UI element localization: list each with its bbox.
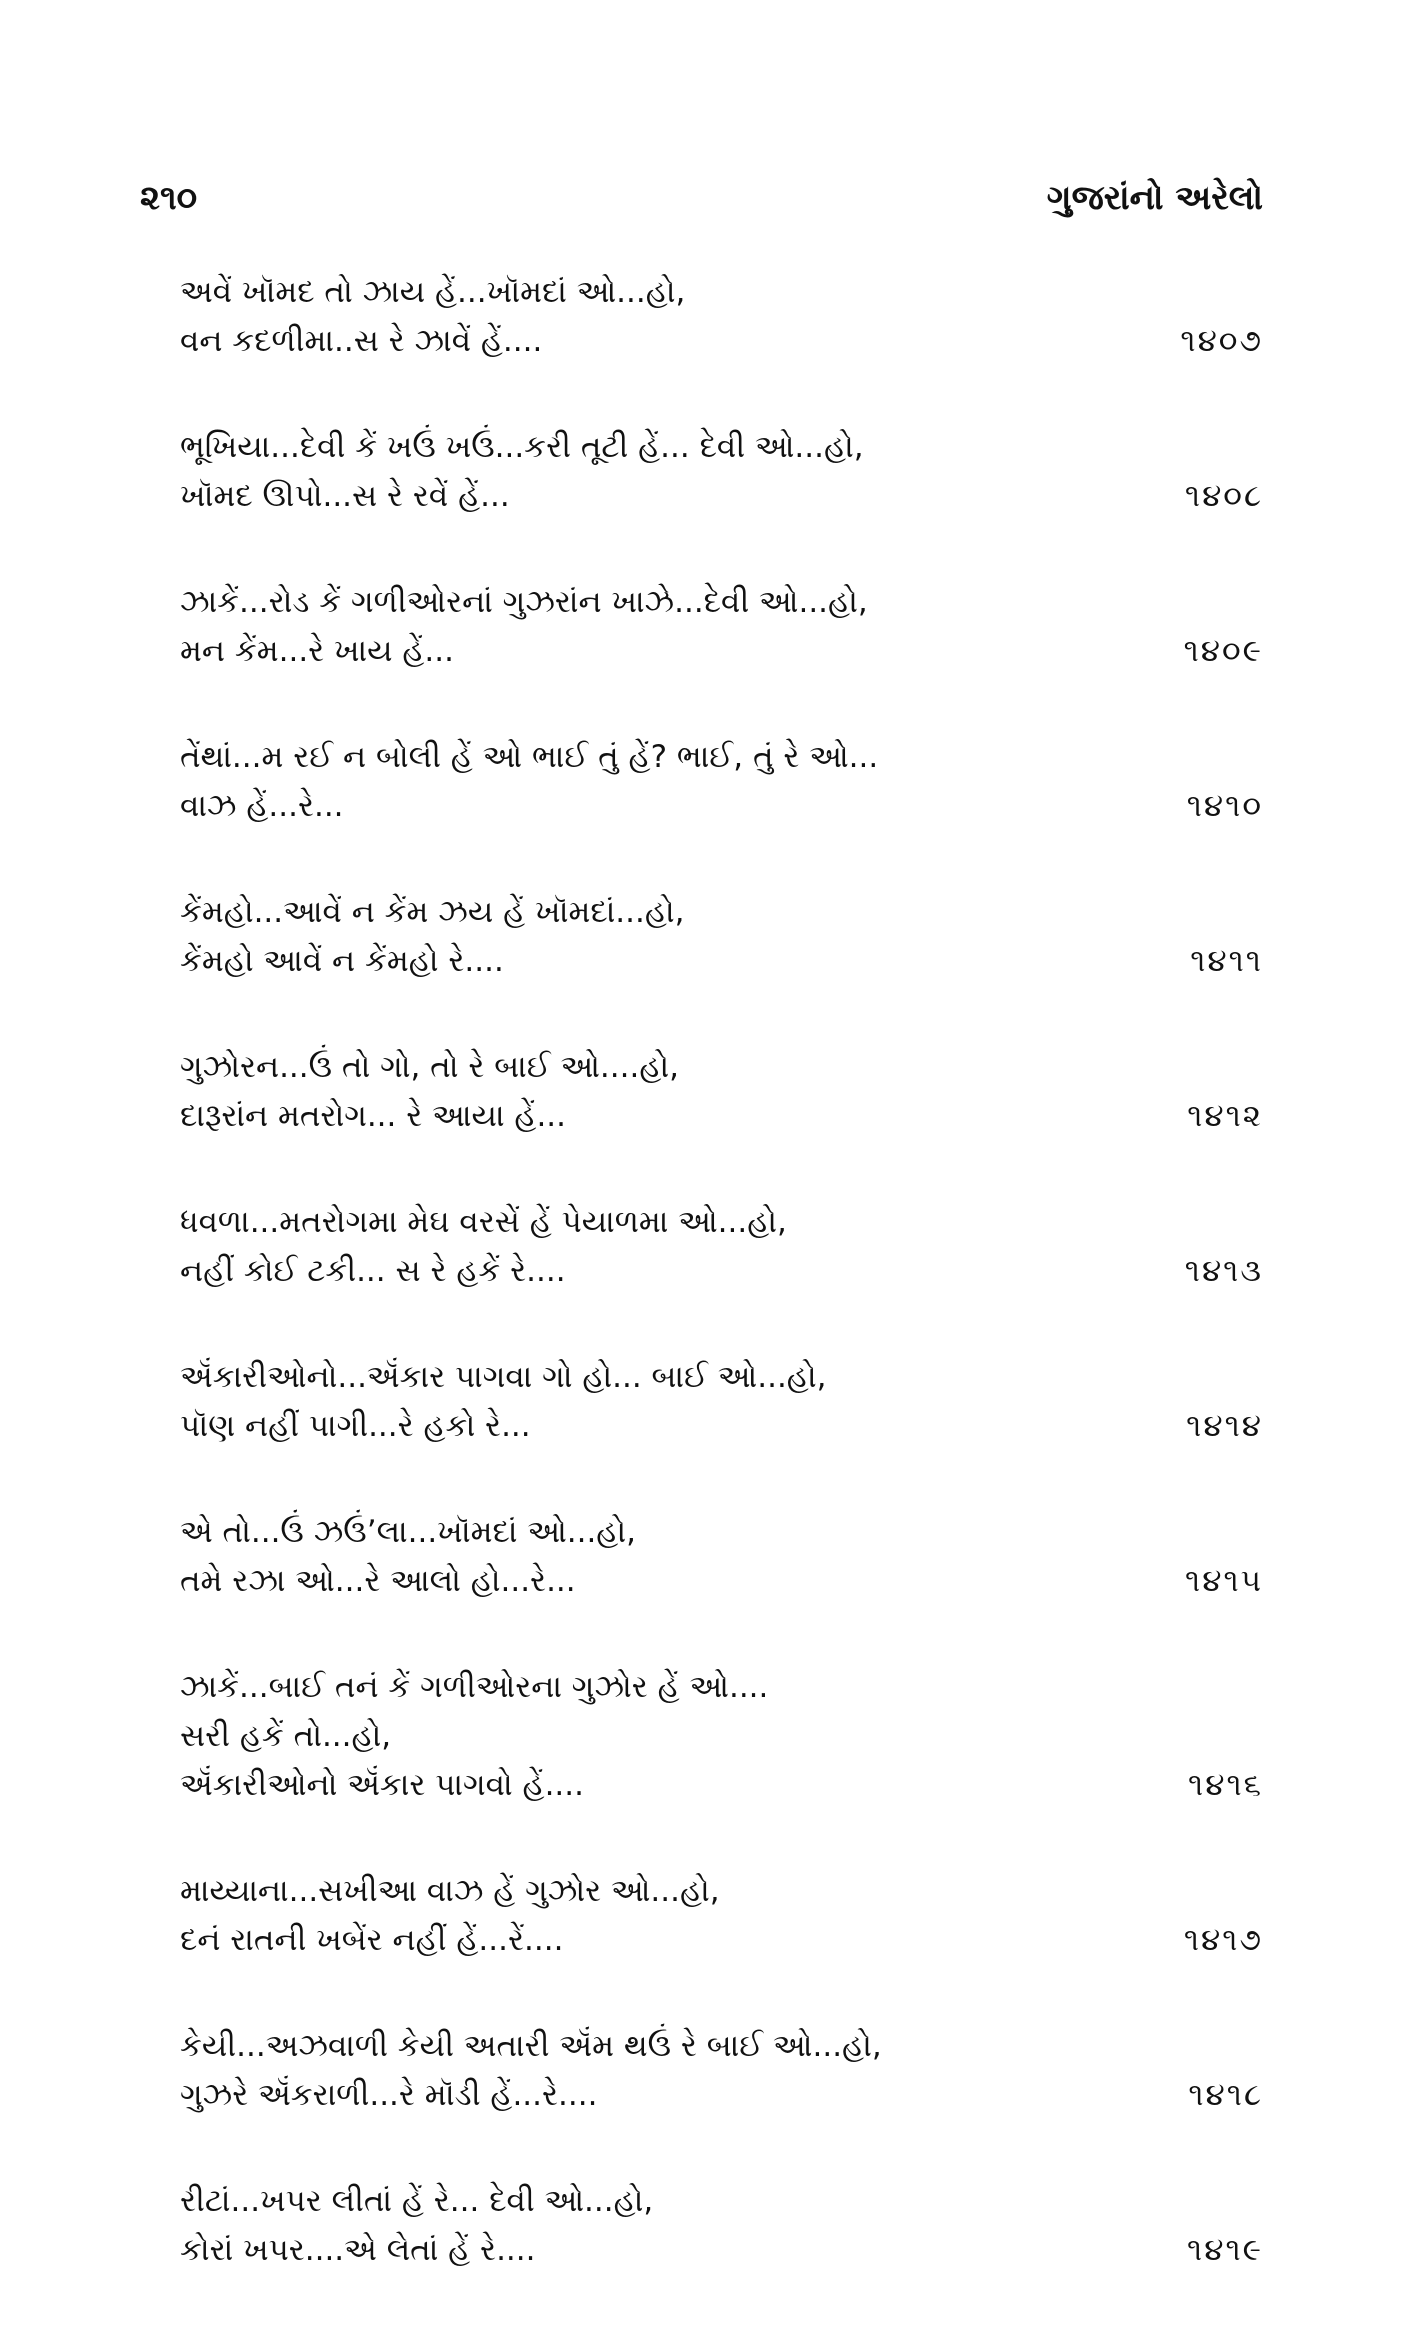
verse-stanza [180,733,1263,831]
verse-stanza [180,1198,1263,1296]
verse-line-text: મન કેંમ...રે ખાય હેં... [180,633,454,669]
verse-line-text: દારૂરાંન મતરોગ... રે આયા હેં... [180,1098,567,1134]
verse-line-text: ઝાકેં...બાઈ તનં કેં ગળીઓરના ગુઝોર હેં ઓ.... [180,1669,769,1705]
verse-stanza [180,578,1263,676]
verse-line-text: કેયી...અઝવાળી કેયી અતારી ઍંમ થઉં રે બાઈ ઓ...હો, [180,2028,882,2064]
verse-line [180,2177,1263,2226]
verse-line-text: ગુઝરે ઍંકરાળી...રે મૉડી હેં...રે.... [180,2077,598,2113]
verse-line [180,2226,1263,2275]
verse-line [180,2071,1263,2120]
verse-stanza [180,2177,1263,2275]
verse-line-text: રીટાં...ખપર લીતાં હેં રે... દેવી ઓ...હો, [180,2183,654,2219]
verse-line [180,627,1263,676]
verse-line-text: માય્યાના...સખીઆ વાઝ હેં ગુઝોર ઓ...હો, [180,1873,720,1909]
verse-line-text: ખૉમદ ઊપો...સ રે રવેં હેં... [180,478,510,514]
verse-number: ૧૪૦૮ [1184,478,1263,514]
verse-line [180,888,1263,937]
verse-number: ૧૪૧૩ [1184,1253,1263,1289]
verse-stanza [180,2022,1263,2120]
verse-line-text: તમે રઝા ઓ...રે આલો હો...રે... [180,1563,576,1599]
verse-list [180,268,1263,2332]
verse-line-text: ઝાકેં...રોડ કેં ગળીઓરનાં ગુઝરાંન ખાઝે...દેવી ઓ...હો, [180,584,868,620]
verse-line [180,1508,1263,1557]
verse-stanza [180,268,1263,366]
verse-line-text: ગુઝોરન...ઉં તો ગો, તો રે બાઈ ઓ....હો, [180,1049,679,1085]
verse-number: ૧૪૧૭ [1183,1922,1263,1958]
page-number: ૨૧૦ [140,178,198,218]
page-header [140,178,1263,218]
verse-line [180,1867,1263,1916]
verse-number: ૧૪૧૦ [1186,788,1263,824]
verse-line [180,317,1263,366]
verse-stanza [180,1353,1263,1451]
verse-line [180,1043,1263,1092]
verse-stanza [180,1043,1263,1141]
verse-stanza [180,423,1263,521]
verse-stanza [180,1663,1263,1810]
verse-line [180,1198,1263,1247]
verse-line-text: નહીં કોઈ ટકી... સ રે હકેં રે.... [180,1253,566,1289]
verse-line [180,937,1263,986]
verse-line [180,1712,1263,1761]
verse-stanza [180,888,1263,986]
verse-line [180,1916,1263,1965]
verse-stanza [180,1508,1263,1606]
verse-line [180,782,1263,831]
verse-line-text: ઍંકારીઓનો...ઍંકાર પાગવા ગો હો... બાઈ ઓ...હો, [180,1359,827,1395]
verse-line [180,733,1263,782]
verse-number: ૧૪૧૯ [1187,2232,1263,2268]
verse-line-text: એ તો...ઉં ઝઉં’લા...ખૉમદાં ઓ...હો, [180,1514,636,1550]
verse-line-text: કેંમહો આવેં ન કેંમહો રે.... [180,943,504,979]
verse-line [180,268,1263,317]
verse-line [180,1761,1263,1810]
verse-stanza [180,1867,1263,1965]
verse-line [180,2022,1263,2071]
verse-number: ૧૪૧૨ [1187,1098,1263,1134]
verse-number: ૧૪૦૭ [1180,323,1263,359]
verse-line-text: વાઝ હેં...રે... [180,788,344,824]
verse-line [180,423,1263,472]
verse-line-text: વન કદળીમા..સ રે ઝાવેં હેં.... [180,323,543,359]
verse-line [180,472,1263,521]
verse-line-text: તેંથાં...મ રઈ ન બોલી હેં ઓ ભાઈ તું હેં? ભાઈ, તું રે ઓ... [180,739,879,775]
verse-line-text: કોરાં ખપર....એ લેતાં હેં રે.... [180,2232,536,2268]
verse-line [180,578,1263,627]
verse-line-text: પૉણ નહીં પાગી...રે હકો રે... [180,1408,531,1444]
verse-line [180,1557,1263,1606]
verse-line [180,1247,1263,1296]
verse-line [180,1353,1263,1402]
verse-line-text: ભૂખિયા...દેવી કેં ખઉં ખઉં...કરી તૂટી હેં... દેવી ઓ...હો, [180,429,864,465]
verse-line [180,1663,1263,1712]
verse-line-text: ધવળા...મતરોગમા મેઘ વરસેં હેં પેયાળમા ઓ...હો, [180,1204,787,1240]
verse-number: ૧૪૧૬ [1188,1767,1263,1803]
verse-number: ૧૪૧૪ [1186,1408,1263,1444]
verse-line-text: કેંમહો...આવેં ન કેંમ ઝય હેં ખૉમદાં...હો, [180,894,685,930]
verse-number: ૧૪૧૮ [1188,2077,1263,2113]
verse-number: ૧૪૧૧ [1190,943,1263,979]
verse-line [180,1402,1263,1451]
verse-line-text: ઍંકારીઓનો ઍંકાર પાગવો હેં.... [180,1767,584,1803]
verse-line [180,1092,1263,1141]
verse-number: ૧૪૧૫ [1185,1563,1263,1599]
verse-line-text: દનં રાતની ખબેંર નહીં હેં...રેં.... [180,1922,564,1958]
running-title: ગુજરાંનો અરેલો [1046,178,1263,218]
verse-number: ૧૪૦૯ [1183,633,1263,669]
verse-line-text: સરી હકેં તો...હો, [180,1718,392,1754]
verse-line-text: અવેં ખૉમદ તો ઝાય હેં...ખૉમદાં ઓ...હો, [180,274,686,310]
